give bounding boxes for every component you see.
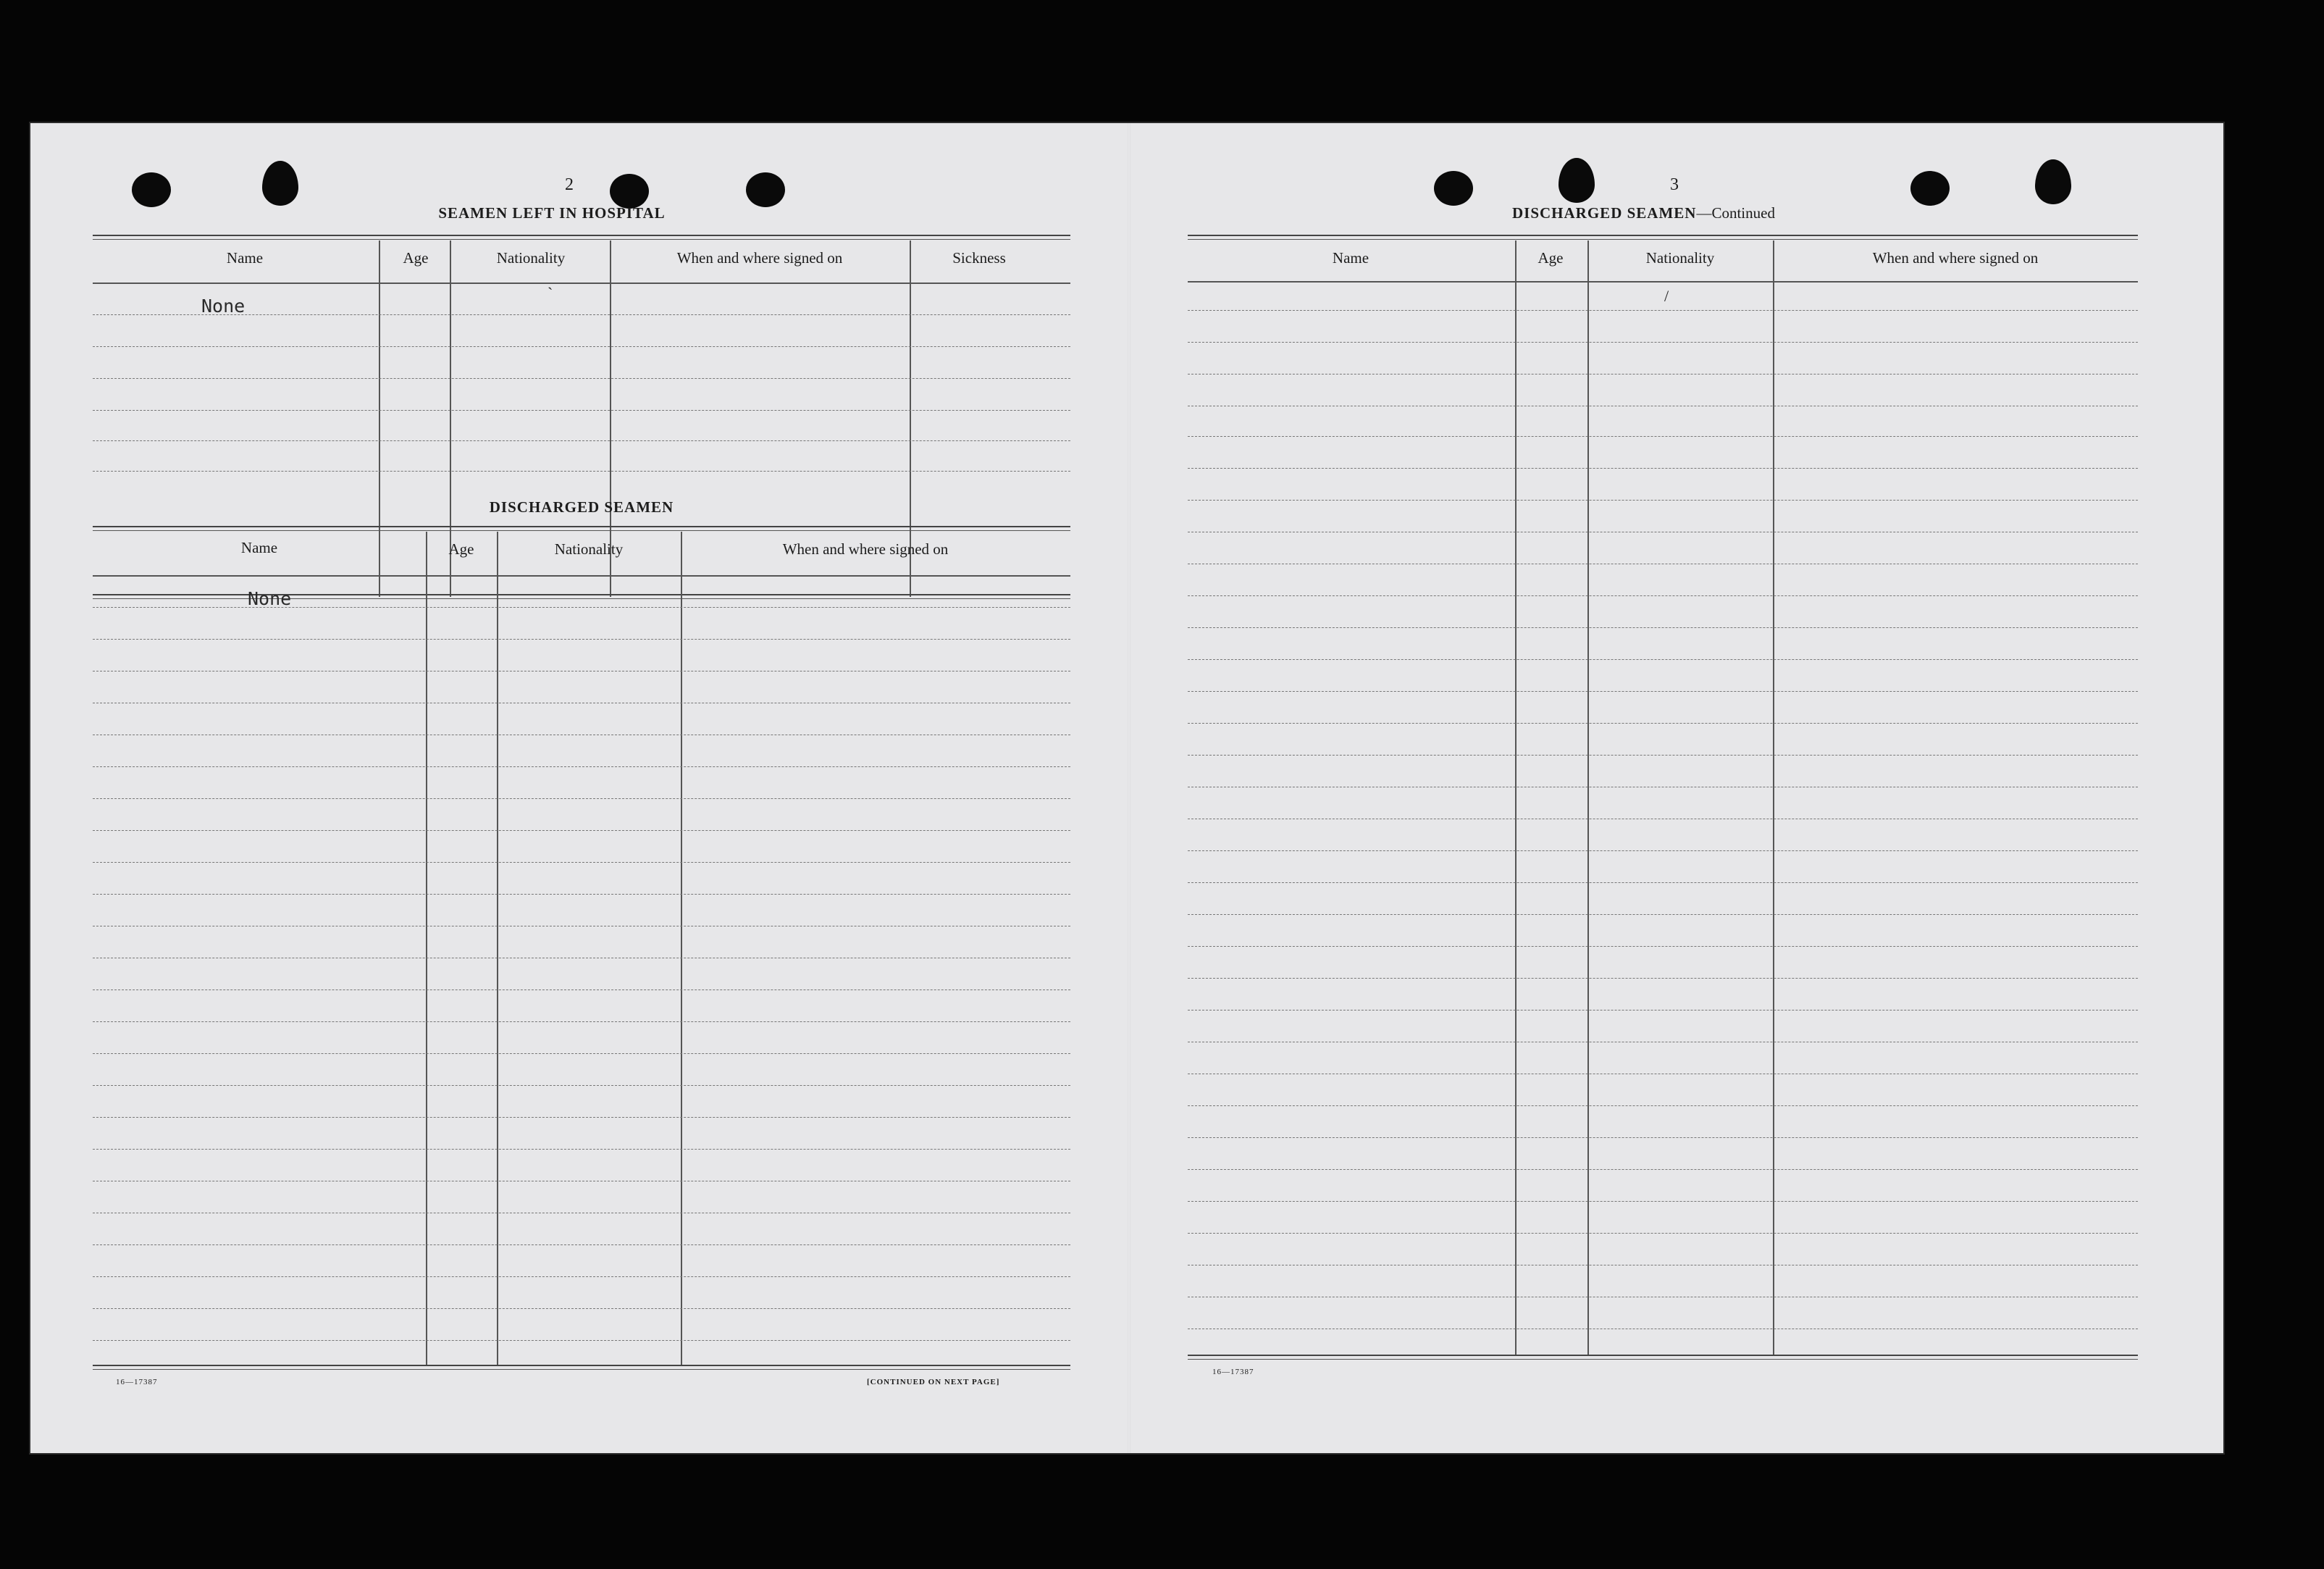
hospital-col-signed-on: When and where signed on xyxy=(676,249,843,267)
table-row xyxy=(93,1117,1070,1118)
punch-hole xyxy=(2035,159,2071,204)
table-row xyxy=(1188,1137,2138,1138)
discharged-divider xyxy=(497,532,498,1366)
discharged-header-rule xyxy=(93,575,1070,577)
discharged-bottom-rule xyxy=(93,1365,1070,1366)
continued-top-rule xyxy=(1188,235,2138,236)
hospital-entry-name: None xyxy=(201,296,246,317)
continued-col-signed-on: When and where signed on xyxy=(1872,249,2039,267)
punch-hole xyxy=(132,172,171,207)
continued-col-name: Name xyxy=(1332,249,1369,267)
table-row xyxy=(93,798,1070,799)
discharged-entry-name: None xyxy=(248,588,292,609)
hospital-top-rule xyxy=(93,235,1070,236)
table-row xyxy=(1188,850,2138,851)
hospital-bottom-rule xyxy=(93,594,1070,595)
document-sheet xyxy=(30,123,2223,1453)
table-row xyxy=(93,410,1070,411)
table-row xyxy=(93,1021,1070,1022)
continued-section-title xyxy=(1512,204,1775,222)
continued-note: [CONTINUED ON NEXT PAGE] xyxy=(867,1378,1000,1386)
pencil-mark: / xyxy=(1664,287,1669,305)
hospital-section-title: SEAMEN LEFT IN HOSPITAL xyxy=(438,204,666,222)
table-row xyxy=(93,346,1070,347)
table-row xyxy=(93,1244,1070,1245)
punch-hole xyxy=(262,161,298,206)
discharged-top-rule xyxy=(93,526,1070,527)
table-row xyxy=(1188,723,2138,724)
discharged-col-signed-on: When and where signed on xyxy=(782,540,949,558)
table-row xyxy=(1188,1169,2138,1170)
table-row xyxy=(93,894,1070,895)
table-row xyxy=(93,378,1070,379)
table-row xyxy=(93,1085,1070,1086)
table-row xyxy=(93,830,1070,831)
table-row xyxy=(1188,691,2138,692)
page-number-left: 2 xyxy=(565,175,574,194)
table-row xyxy=(1188,468,2138,469)
page-number-right: 3 xyxy=(1670,175,1679,194)
table-row xyxy=(1188,627,2138,628)
hospital-col-name: Name xyxy=(226,249,264,267)
table-row xyxy=(93,989,1070,990)
hospital-col-age: Age xyxy=(403,249,429,267)
table-row xyxy=(1188,1010,2138,1011)
discharged-section-title: DISCHARGED SEAMEN xyxy=(489,498,674,516)
hospital-col-sickness: Sickness xyxy=(952,249,1006,267)
discharged-divider xyxy=(426,532,427,1366)
continued-section-title-suffix: —Continued xyxy=(1696,204,1775,222)
table-row xyxy=(1188,659,2138,660)
table-row xyxy=(1188,978,2138,979)
table-row xyxy=(93,1276,1070,1277)
hospital-header-rule xyxy=(93,283,1070,284)
table-row xyxy=(93,1340,1070,1341)
discharged-col-age: Age xyxy=(448,540,474,558)
page-fold xyxy=(1128,123,1130,1453)
table-row xyxy=(1188,342,2138,343)
table-row xyxy=(93,440,1070,441)
table-row xyxy=(93,766,1070,767)
table-row xyxy=(1188,1105,2138,1106)
table-row xyxy=(1188,500,2138,501)
continued-col-age: Age xyxy=(1538,249,1564,267)
discharged-col-nationality: Nationality xyxy=(554,540,624,558)
punch-hole xyxy=(1559,158,1595,203)
table-row xyxy=(93,607,1070,608)
table-row xyxy=(93,1308,1070,1309)
punch-hole xyxy=(1910,171,1950,206)
table-row xyxy=(1188,914,2138,915)
continued-col-nationality: Nationality xyxy=(1645,249,1715,267)
continued-divider xyxy=(1773,240,1774,1356)
form-number-left: 16—17387 xyxy=(116,1378,158,1386)
punch-hole xyxy=(610,174,649,209)
table-row xyxy=(1188,310,2138,311)
table-row xyxy=(1188,1233,2138,1234)
punch-hole xyxy=(746,172,785,207)
form-number-right: 16—17387 xyxy=(1212,1368,1254,1376)
table-row xyxy=(93,639,1070,640)
punch-hole xyxy=(1434,171,1473,206)
table-row xyxy=(93,1053,1070,1054)
continued-divider xyxy=(1515,240,1517,1356)
table-row xyxy=(93,862,1070,863)
table-row xyxy=(1188,946,2138,947)
table-row xyxy=(1188,1201,2138,1202)
continued-divider xyxy=(1587,240,1589,1356)
continued-header-rule xyxy=(1188,281,2138,283)
table-row xyxy=(93,471,1070,472)
continued-bottom-rule xyxy=(1188,1355,2138,1356)
continued-section-title-main: DISCHARGED SEAMEN xyxy=(1512,204,1697,222)
discharged-divider xyxy=(681,532,682,1366)
hospital-col-nationality: Nationality xyxy=(496,249,566,267)
table-row xyxy=(1188,755,2138,756)
table-row xyxy=(93,1149,1070,1150)
table-row xyxy=(1188,882,2138,883)
table-row xyxy=(1188,595,2138,596)
pencil-mark: ` xyxy=(548,284,553,302)
table-row xyxy=(1188,436,2138,437)
discharged-col-name: Name xyxy=(240,539,278,556)
table-row xyxy=(1188,374,2138,375)
